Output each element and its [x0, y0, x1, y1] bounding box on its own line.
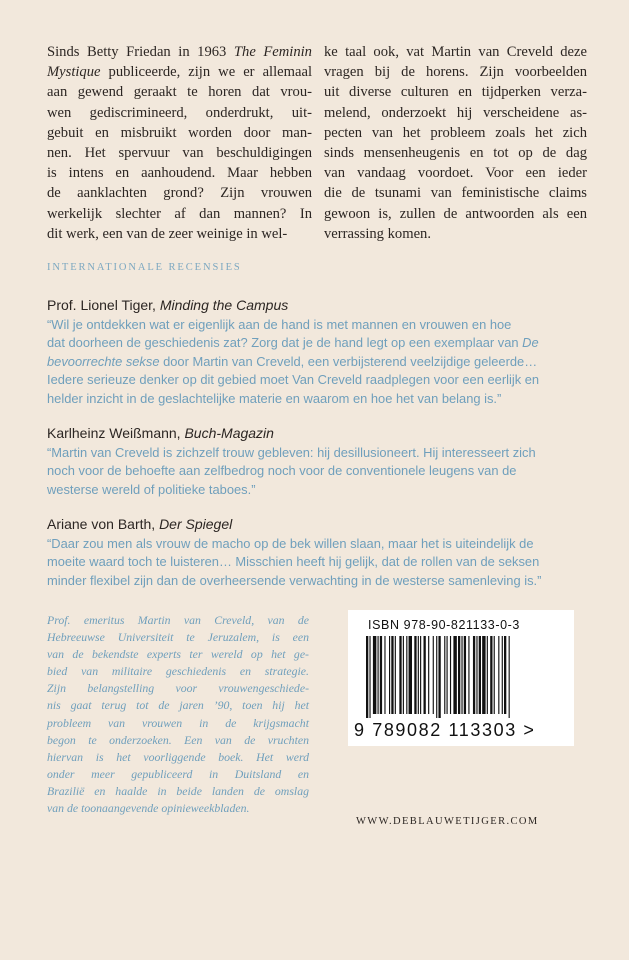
quote-line: [47, 371, 592, 389]
isbn-label: ISBN 978-90-821133-0-3: [368, 618, 520, 632]
bio-line: van de bekendste experts ter wereld op het ge-: [47, 647, 309, 662]
bio-line: Zijn belangstelling voor vrouwengeschiede-: [47, 681, 309, 696]
text-span: Sinds Betty Friedan in 1963: [47, 44, 234, 60]
bio-line: begon te onderzoeken. Een van de vruchten: [47, 732, 309, 747]
review-quote: [47, 535, 592, 590]
quote-line: [47, 316, 592, 334]
intro-line: [47, 204, 312, 224]
intro-line: ke taal ook, vat Martin van Creveld deze: [324, 44, 587, 60]
review-source: Minding the Campus: [159, 297, 289, 313]
review: [47, 515, 592, 590]
bio-line: onder meer gepubliceerd in Duitsland en: [47, 766, 309, 781]
quote-line: [47, 572, 592, 590]
publisher-website: WWW.DEBLAUWETIJGER.COM: [356, 816, 539, 827]
text-span: dit werk, een van de zeer weinige in wel-: [47, 225, 288, 242]
text-span: noch voor de behoefte aan zelfbedrog noch voor de conventionele leugens van de: [47, 463, 517, 479]
bio-line: Hebreeuwse Universiteit te Jeruzalem, is een: [47, 630, 309, 645]
text-span: wen gediscrimineerd, onderdrukt, uit-: [47, 104, 312, 121]
text-span: bevoorrechte sekse: [47, 353, 160, 369]
quote-line: [47, 481, 592, 499]
intro-line: [47, 123, 312, 143]
barcode-icon: [366, 636, 558, 718]
bio-line: van de toonaangevende opinieweekbladen.: [47, 801, 250, 816]
intro-line: gewoon is, zullen de antwoorden als een: [324, 205, 587, 222]
intro-line: verrassing komen.: [324, 225, 431, 242]
text-span: werkelijk slechter af dan mannen? In: [47, 205, 312, 222]
quote-line: [47, 535, 592, 553]
review-author-name: Prof. Lionel Tiger,: [47, 297, 160, 313]
quote-line: [47, 444, 592, 462]
text-span: door Martin van Creveld, een verbijsterend veelzijdige geleerde…: [159, 353, 538, 369]
bio-line: bied van militaire geschiedenis en strategie.: [47, 664, 309, 679]
text-span: “Daar zou men als vrouw de macho op de bek willen slaan, maar het is uiteindelijk de: [47, 536, 534, 551]
intro-line: [47, 42, 312, 62]
barcode-digits: 9 789082 113303 >: [354, 720, 536, 740]
intro-column-right: [324, 42, 587, 244]
intro-line: vragen bij de horens. Zijn voorbeelden: [324, 64, 587, 81]
intro-line: sinds mensenheugenis en tot op de dag: [324, 144, 587, 161]
intro-line: [47, 82, 312, 102]
text-span: De: [522, 335, 539, 351]
intro-line: melend, onderzoekt hij verscheidene as-: [324, 104, 587, 121]
review-source: Der Spiegel: [159, 516, 233, 532]
text-span: dat doorheen de geschiedenis zat? Zorg dat je de hand legt op een exemplaar van: [47, 335, 523, 351]
review-author: [47, 515, 592, 533]
quote-line: [47, 353, 592, 371]
intro-line: die de tsunami van feministische claims: [324, 185, 587, 202]
text-span: de aanklachten grond? Zijn vrouwen: [47, 185, 312, 202]
text-span: helder inzicht in de geslachtelijke materie en waarom en hoe het van belang is.”: [47, 390, 502, 406]
intro-line: [47, 103, 312, 123]
intro-line: uit diverse culturen en tijdperken verza-: [324, 84, 587, 101]
quote-line: [47, 462, 592, 480]
bio-line: nis gaat terug tot de jaren ’90, toen hij het: [47, 698, 309, 713]
review-author-name: Karlheinz Weißmann,: [47, 425, 185, 441]
text-span: minder flexibel zijn dan de overheersende verwachting in de westerse samenleving is.”: [47, 572, 542, 588]
review-author: [47, 296, 592, 314]
bio-line: Brazilië en haalde in beide landen de omslag: [47, 783, 309, 798]
bio-line: hiervan is het voorliggende boek. Het werd: [47, 749, 309, 764]
text-span: gebuit en misbruikt worden door man-: [47, 124, 312, 141]
quote-line: [47, 553, 592, 571]
text-span: is intens en aanhoudend. Maar hebben: [47, 165, 312, 182]
text-span: publiceerde, zijn we er allemaal: [100, 64, 312, 81]
intro-line: van vandaag voordoet. Voor een ieder: [324, 165, 587, 182]
section-heading: INTERNATIONALE RECENSIES: [47, 262, 242, 273]
intro-column-left: [47, 42, 312, 244]
review-author-name: Ariane von Barth,: [47, 516, 160, 532]
text-span: nen. Het spervuur van beschuldigingen: [47, 144, 312, 161]
intro-line: [47, 143, 312, 163]
text-span: “Wil je ontdekken wat er eigenlijk aan de hand is met mannen en vrouwen en hoe: [47, 317, 512, 332]
review-quote: [47, 444, 592, 499]
review: [47, 424, 592, 499]
intro-line: [47, 224, 312, 244]
author-bio: [47, 612, 309, 817]
intro-line: [47, 163, 312, 183]
bio-line: Prof. emeritus Martin van Creveld, van de: [47, 613, 309, 627]
text-span: Iedere serieuze denker op dit gebied moet Van Creveld raadplegen voor een eerlijk en: [47, 372, 540, 388]
bio-line: probleem van vrouwen in de krijgsmacht: [47, 715, 309, 730]
text-span: westerse wereld of politieke taboes.”: [47, 481, 256, 497]
text-span: moeite waard toch te luisteren… Misschien heeft hij gelijk, dat de rollen van de seksen: [47, 554, 540, 570]
review-source: Buch-Magazin: [184, 425, 274, 441]
review: [47, 296, 592, 408]
quote-line: [47, 390, 592, 408]
text-span: “Martin van Creveld is zichzelf trouw gebleven: hij desillusioneert. Hij interesseert zich: [47, 445, 536, 460]
review-quote: [47, 316, 592, 408]
review-author: [47, 424, 592, 442]
quote-line: [47, 334, 592, 352]
text-span: The Feminin: [233, 44, 312, 60]
intro-line: pecten van het probleem zoals het zich: [324, 124, 587, 141]
barcode-box: [348, 610, 574, 746]
text-span: aan gewend geraakt te horen dat vrou-: [47, 84, 312, 101]
intro-line: [47, 62, 312, 82]
intro-line: [47, 183, 312, 203]
text-span: Mystique: [47, 64, 101, 81]
